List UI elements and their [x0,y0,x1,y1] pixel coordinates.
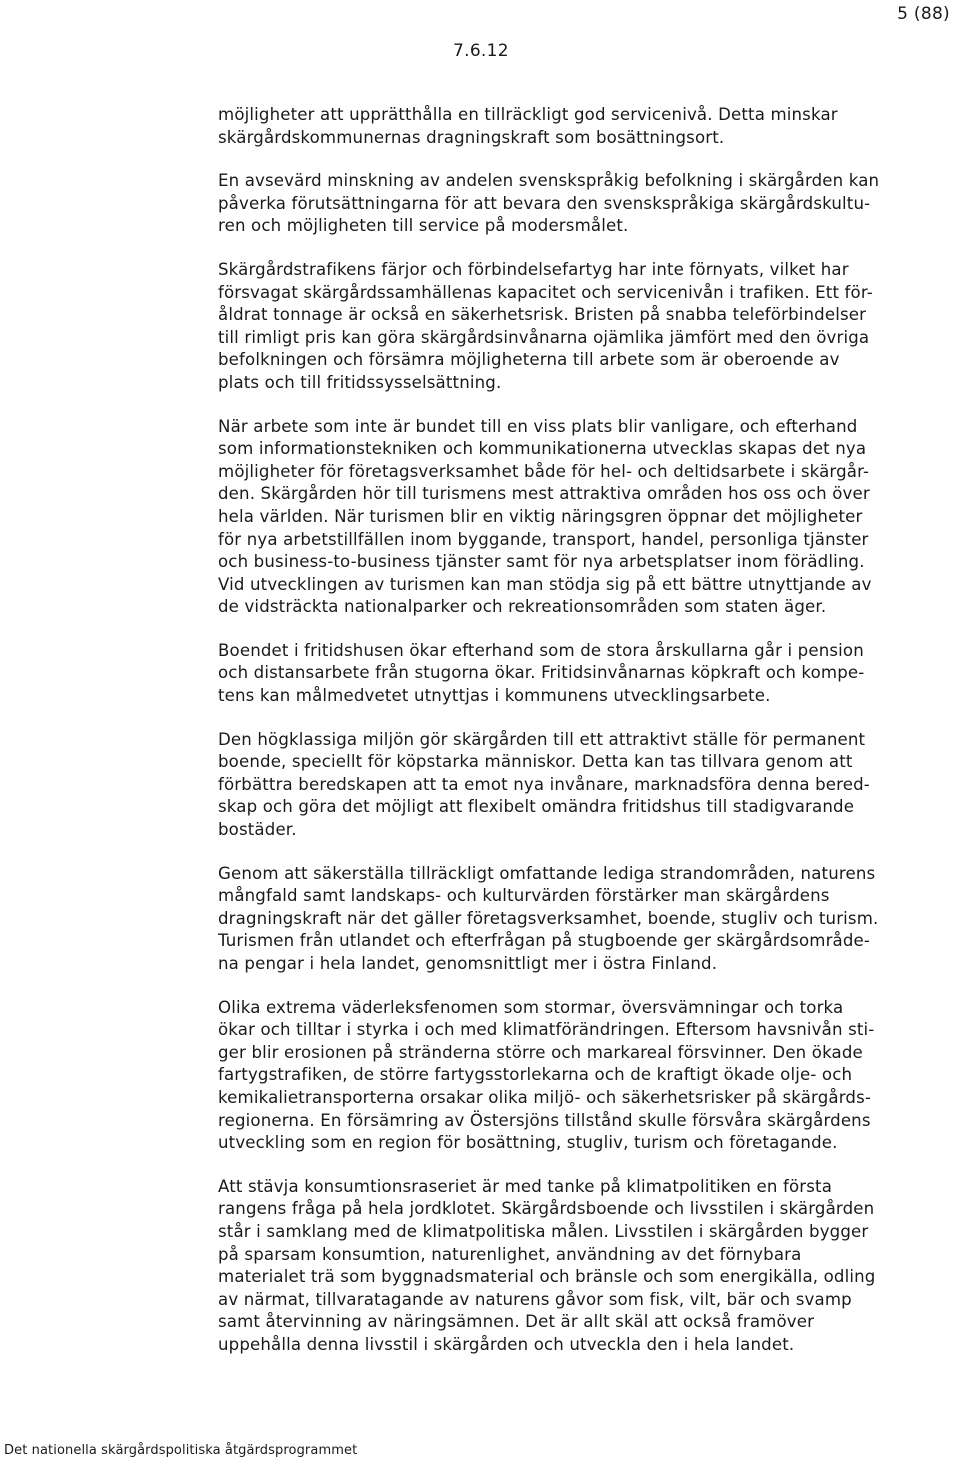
text-line: Vid utvecklingen av turismen kan man stödja sig på ett bättre utnyttjande av [218,574,872,594]
text-line: hela världen. När turismen blir en viktig näringsgren öppnar det möjligheter [218,506,863,526]
text-line: Genom att säkerställa tillräckligt omfattande lediga strandområden, naturens [218,863,876,883]
text-line: försvagat skärgårdssamhällenas kapacitet och servicenivån i trafiken. Ett för- [218,282,873,302]
text-line: den. Skärgården hör till turismens mest attraktiva områden hos oss och över [218,484,870,504]
text-line: En avsevärd minskning av andelen svenskspråkig befolkning i skärgården kan [218,171,880,191]
text-line: på sparsam konsumtion, naturenlighet, användning av det förnybara [218,1244,802,1264]
paragraph [218,863,953,976]
text-line: skap och göra det möjligt att flexibelt omändra fritidshus till stadigvarande [218,797,855,817]
text-line: kemikalietransporterna orsakar olika miljö- och säkerhetsrisker på skärgårds- [218,1087,872,1107]
text-line: påverka förutsättningarna för att bevara den svenskspråkiga skärgårdskultu- [218,193,871,213]
text-line: samt återvinning av näringsämnen. Det är allt skäl att också framöver [218,1312,815,1332]
text-line: och business-to-business tjänster samt för nya arbetsplatser inom förädling. [218,552,865,572]
text-line: åldrat tonnage är också en säkerhetsrisk. Bristen på snabba teleförbindelser [218,305,867,325]
paragraph [218,997,953,1155]
text-line: ren och möjligheten till service på modersmålet. [218,216,629,236]
footer-title: Det nationella skärgårdspolitiska åtgärdsprogrammet [4,1443,358,1458]
text-line: plats och till fritidssysselsättning. [218,372,502,392]
text-line: mångfald samt landskaps- och kulturvärden förstärker man skärgårdens [218,886,830,906]
text-line: boende, speciellt för köpstarka människor. Detta kan tas tillvara genom att [218,752,853,772]
text-line: regionerna. En försämring av Östersjöns tillstånd skulle försvåra skärgårdens [218,1110,871,1130]
text-line: möjligheter för företagsverksamhet både för hel- och deltidsarbete i skärgår- [218,461,870,481]
text-line: na pengar i hela landet, genomsnittligt mer i östra Finland. [218,954,718,973]
text-line: rangens fråga på hela jordklotet. Skärgårdsboende och livsstilen i skärgården [218,1199,875,1219]
paragraph [218,259,953,395]
document-date: 7.6.12 [453,41,509,61]
page-number: 5 (88) [897,4,950,24]
paragraph [218,170,953,238]
text-line: ökar och tilltar i styrka i och med klimatförändringen. Eftersom havsnivån sti- [218,1020,875,1040]
text-line: förbättra beredskapen att ta emot nya invånare, marknadsföra denna bered- [218,774,870,794]
text-line: uppehålla denna livsstil i skärgården och utveckla den i hela landet. [218,1334,795,1354]
paragraph [218,1176,953,1357]
paragraph [218,104,953,149]
text-line: som informationstekniken och kommunikationerna utvecklas skapas det nya [218,439,867,459]
paragraph [218,729,953,842]
text-line: de vidsträckta nationalparker och rekreationsområden som staten äger. [218,597,827,617]
text-line: Turismen från utlandet och efterfrågan på stugboende ger skärgårdsområde- [218,931,871,951]
text-line: Olika extrema väderleksfenomen som stormar, översvämningar och torka [218,997,844,1017]
text-line: för nya arbetstillfällen inom byggande, transport, handel, personliga tjänster [218,529,869,549]
text-line: av närmat, tillvaratagande av naturens gåvor som fisk, vilt, bär och svamp [218,1289,852,1309]
text-line: materialet trä som byggnadsmaterial och bränsle och som energikälla, odling [218,1267,876,1287]
text-line: ger blir erosionen på stränderna större och markareal försvinner. Den ökade [218,1042,863,1062]
paragraph [218,640,953,708]
text-line: När arbete som inte är bundet till en viss plats blir vanligare, och efterhand [218,416,858,436]
text-line: fartygstrafiken, de större fartygsstorlekarna och de kraftigt ökade olje- och [218,1065,853,1085]
text-line: och distansarbete från stugorna ökar. Fritidsinvånarnas köpkraft och kompe- [218,663,865,683]
text-line: Att stävja konsumtionsraseriet är med tanke på klimatpolitiken en första [218,1176,833,1196]
text-line: utveckling som en region för bosättning, stugliv, turism och företagande. [218,1133,838,1153]
text-line: tens kan målmedvetet utnyttjas i kommunens utvecklingsarbete. [218,686,771,706]
text-line: bostäder. [218,820,297,840]
paragraph [218,416,953,619]
text-line: möjligheter att upprätthålla en tillräckligt god servicenivå. Detta minskar [218,105,838,124]
text-line: står i samklang med de klimatpolitiska målen. Livsstilen i skärgården bygger [218,1221,869,1241]
text-line: befolkningen och försämra möjligheterna till arbete som är oberoende av [218,350,840,370]
text-line: dragningskraft när det gäller företagsverksamhet, boende, stugliv och turism. [218,908,879,928]
text-line: Boendet i fritidshusen ökar efterhand som de stora årskullarna går i pension [218,640,864,660]
text-line: skärgårdskommunernas dragningskraft som bosättningsort. [218,127,725,147]
text-line: Den högklassiga miljön gör skärgården till ett attraktivt ställe för permanent [218,729,866,749]
document-body [218,104,953,1378]
text-line: Skärgårdstrafikens färjor och förbindelsefartyg har inte förnyats, vilket har [218,259,849,279]
text-line: till rimligt pris kan göra skärgårdsinvånarna ojämlika jämfört med den övriga [218,327,870,347]
